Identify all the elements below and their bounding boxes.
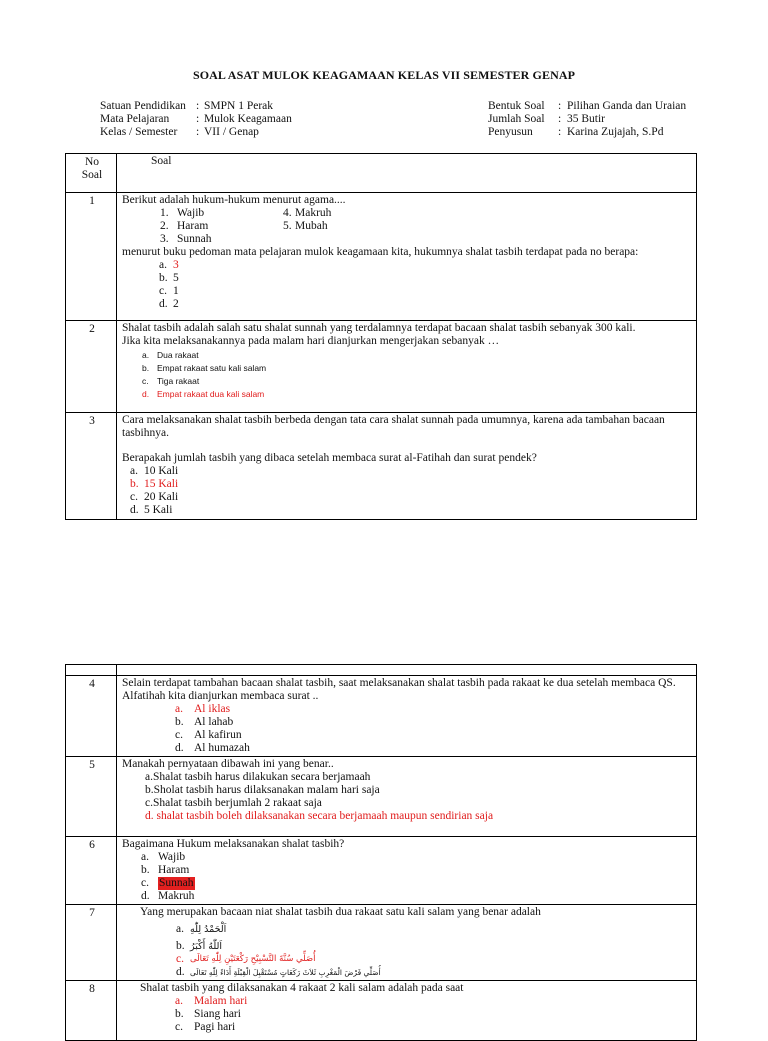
question-body: [117, 837, 697, 905]
table-header-row: [66, 154, 697, 193]
answer-options: [122, 259, 693, 311]
question-text: menurut buku pedoman mata pelajaran mulok keagamaan kita, hukumnya shalat tasbih terdapat pada no berapa:: [122, 246, 639, 258]
question-stem: Yang merupakan bacaan niat shalat tasbih dua rakaat satu kali salam yang benar adalah: [140, 906, 541, 918]
option-c: c. 1: [159, 285, 179, 297]
info-row: Mata Pelajaran : Mulok Keagamaan: [100, 113, 292, 125]
option-d: d. 5 Kali: [130, 504, 173, 516]
info-label: Bentuk Soal: [488, 100, 545, 112]
info-row: Kelas / Semester : VII / Genap: [100, 126, 259, 138]
list-item: 5. Mubah: [283, 220, 328, 232]
question-number: 6: [66, 837, 117, 905]
question-row-4: [66, 676, 697, 757]
option-a: a. اَلْحَمْدُ لِلّٰهِ: [176, 923, 227, 935]
option-d: d. Empat rakaat dua kali salam: [142, 389, 265, 399]
question-text: Shalat tasbih adalah salah satu shalat sunnah yang terdalamnya terdapat bacaan shalat tasbih sebanyak 300 kali.: [122, 322, 636, 334]
document-title: SOAL ASAT MULOK KEAGAMAAN KELAS VII SEMESTER GENAP: [192, 68, 576, 82]
question-number: 4: [66, 676, 117, 757]
question-row-7: [66, 905, 697, 981]
question-text: Cara melaksanakan shalat tasbih berbeda dengan tata cara shalat sunnah pada umumnya, karena ada tambahan bacaan: [122, 414, 665, 426]
question-number: 5: [66, 757, 117, 837]
question-row-6: [66, 837, 697, 905]
info-label: Jumlah Soal: [488, 113, 545, 125]
question-text: Jika kita melaksanakannya pada malam hari dianjurkan mengerjakan sebanyak …: [122, 335, 500, 347]
question-body: [117, 413, 697, 520]
question-number: 1: [66, 193, 117, 321]
question-stem: Bagaimana Hukum melaksanakan shalat tasbih?: [122, 838, 345, 850]
question-row-5: [66, 757, 697, 837]
table-header-row: [66, 665, 697, 676]
header-no-cell: No Soal: [66, 154, 117, 193]
list-item: 1. Wajib: [160, 207, 205, 219]
option-a: a. Malam hari: [175, 995, 248, 1007]
option-d: d. shalat tasbih boleh dilaksanakan secara berjamaah maupun sendirian saja: [145, 810, 494, 822]
list-item: 3. Sunnah: [160, 233, 212, 245]
option-c: c.Shalat tasbih berjumlah 2 rakaat saja: [145, 797, 322, 809]
option-b: b. Empat rakaat satu kali salam: [142, 363, 267, 373]
info-value: 35 Butir: [567, 113, 606, 125]
option-b: b. Siang hari: [175, 1008, 241, 1020]
answer-options: [122, 703, 693, 755]
option-b: b. Haram: [141, 864, 190, 876]
info-value: SMPN 1 Perak: [204, 100, 274, 112]
option-c: c. أُصَلِّي سُنَّةَ التَّسْبِيْحِ رَكْعَتَيْنِ لِلّٰهِ تَعَالَى: [176, 953, 316, 965]
question-body: [117, 676, 697, 757]
info-label: Penyusun: [488, 126, 533, 138]
question-body: [117, 757, 697, 837]
answer-options: [122, 851, 693, 903]
option-d: d. 2: [159, 298, 179, 310]
option-c: c. 20 Kali: [130, 491, 179, 503]
question-text: tasbihnya.: [122, 427, 169, 439]
question-body: [117, 905, 697, 981]
header-soal-cell: Soal: [117, 154, 697, 193]
question-body: [117, 981, 697, 1041]
info-value: Karina Zujajah, S.Pd: [567, 126, 664, 138]
option-c: c. Tiga rakaat: [142, 376, 200, 386]
option-a: a. Dua rakaat: [142, 350, 199, 360]
info-row: Bentuk Soal : Pilihan Ganda dan Uraian: [488, 100, 687, 112]
question-stem: Berikut adalah hukum-hukum menurut agama....: [122, 194, 346, 206]
answer-options: [122, 465, 693, 517]
info-label: Mata Pelajaran: [100, 113, 170, 125]
list-item: 4. Makruh: [283, 207, 332, 219]
info-label: Satuan Pendidikan: [100, 100, 186, 112]
question-text: Berapakah jumlah tasbih yang dibaca setelah membaca surat al-Fatihah dan surat pendek?: [122, 452, 537, 464]
option-c: c. Pagi hari: [175, 1021, 236, 1033]
option-b: b. 5: [159, 272, 179, 284]
option-a: a. Wajib: [141, 851, 186, 863]
info-value: Mulok Keagamaan: [204, 113, 292, 125]
question-number: 7: [66, 905, 117, 981]
question-stem: Manakah pernyataan dibawah ini yang benar..: [122, 758, 334, 770]
option-d: d. أُصَلِّي فَرْضَ الْمَغْرِبِ ثَلاَثَ رَكَعَاتٍ مُسْتَقْبِلَ الْقِبْلَةِ أَدَاءً لِلّٰهِ تَعَالَى: [176, 966, 381, 978]
question-text: Selain terdapat tambahan bacaan shalat tasbih, saat melaksanakan shalat tasbih pada rakaat ke dua setelah membaca QS.: [122, 677, 676, 689]
info-value: VII / Genap: [204, 126, 259, 138]
option-b: b. Al lahab: [175, 716, 234, 728]
answer-options: [122, 349, 693, 401]
info-label: Kelas / Semester: [100, 126, 178, 138]
option-c: c. Sunnah: [141, 877, 194, 889]
info-row: Penyusun : Karina Zujajah, S.Pd: [488, 126, 664, 138]
option-a: a. 3: [159, 259, 179, 271]
question-row-2: [66, 321, 697, 413]
question-body: [117, 321, 697, 413]
law-list: [122, 207, 693, 246]
question-number: 2: [66, 321, 117, 413]
question-row-3: [66, 413, 697, 520]
option-b: b. 15 Kali: [130, 478, 179, 490]
answer-options: [122, 919, 693, 979]
option-d: d. Makruh: [141, 890, 195, 902]
list-item: 2. Haram: [160, 220, 209, 232]
info-left: [100, 100, 292, 139]
question-body: [117, 193, 697, 321]
question-table-page-1: [65, 153, 697, 520]
option-a: a.Shalat tasbih harus dilakukan secara berjamaah: [145, 771, 371, 783]
option-a: a. Al iklas: [175, 703, 231, 715]
question-text: Alfatihah kita dianjurkan membaca surat ..: [122, 690, 319, 702]
question-row-8: [66, 981, 697, 1041]
option-b: b. اَللّٰهُ أَكْبَرُ: [176, 940, 223, 952]
question-table-page-2: [65, 664, 697, 1041]
answer-options: [122, 995, 693, 1034]
option-b: b.Sholat tasbih harus dilaksanakan malam hari saja: [145, 784, 380, 796]
info-row: Jumlah Soal : 35 Butir: [488, 113, 606, 125]
question-number: 3: [66, 413, 117, 520]
option-a: a. 10 Kali: [130, 465, 179, 477]
info-row: Satuan Pendidikan : SMPN 1 Perak: [100, 100, 274, 112]
info-value: Pilihan Ganda dan Uraian: [567, 100, 687, 112]
option-c: c. Al kafirun: [175, 729, 242, 741]
answer-options: [122, 771, 693, 823]
option-d: d. Al humazah: [175, 742, 250, 754]
question-stem: Shalat tasbih yang dilaksanakan 4 rakaat 2 kali salam adalah pada saat: [140, 982, 464, 994]
info-right: [488, 100, 686, 139]
question-number: 8: [66, 981, 117, 1041]
question-row-1: [66, 193, 697, 321]
